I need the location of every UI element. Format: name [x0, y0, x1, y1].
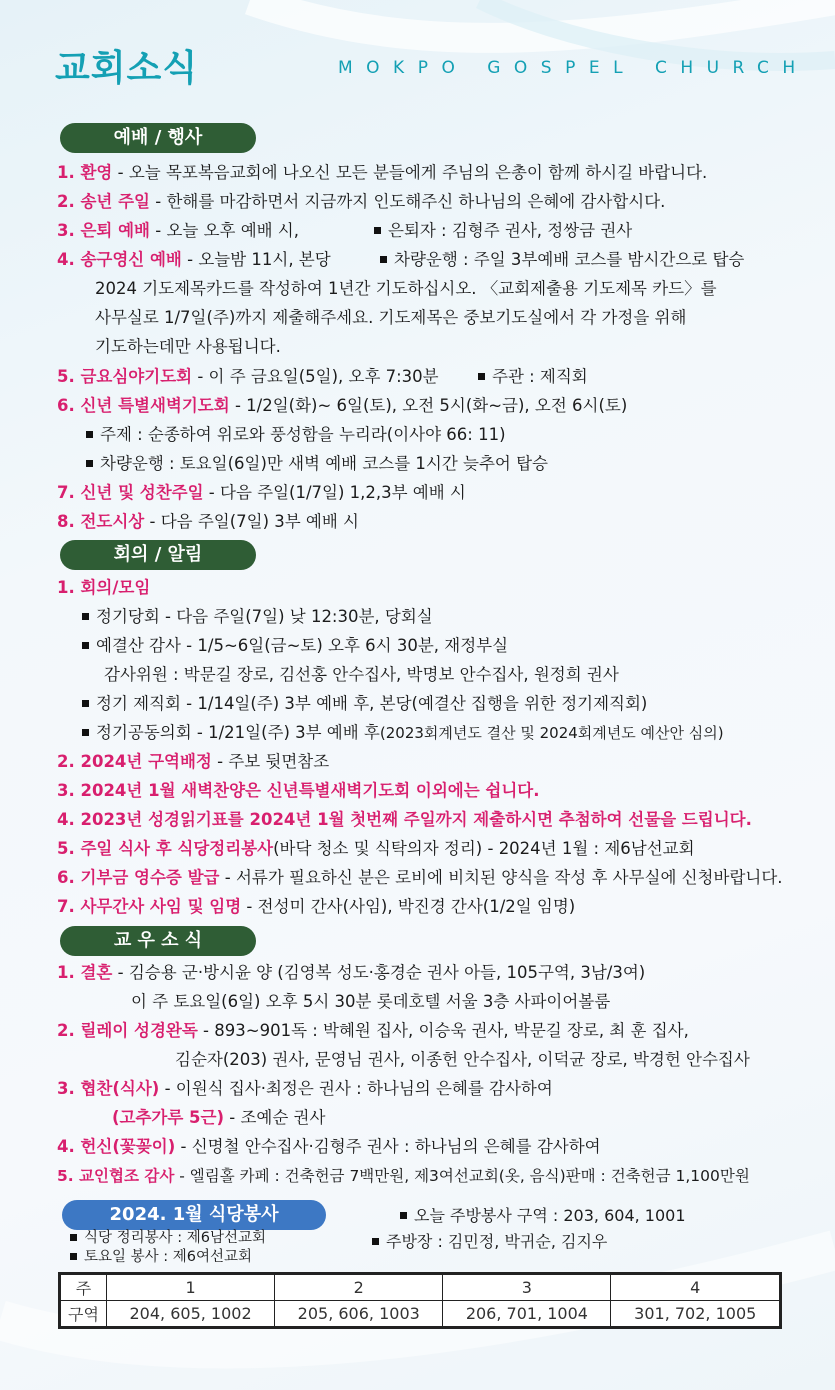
bullet-icon	[82, 729, 89, 736]
table-cell: 주	[60, 1274, 107, 1301]
table-cell: 206, 701, 1004	[443, 1301, 611, 1328]
table-cell: 4	[611, 1274, 781, 1301]
page-subtitle: MOKPO GOSPEL CHURCH	[338, 58, 809, 78]
bullet-icon	[70, 1234, 77, 1241]
list-item: 기도하는데만 사용됩니다.	[95, 337, 281, 356]
list-item-extra: 은퇴자 : 김형주 권사, 정쌍금 권사	[374, 220, 632, 242]
list-item: 4. 헌신(꽃꽂이) - 신명철 안수집사·김형주 권사 : 하나님의 은혜를 감사하여	[57, 1137, 601, 1156]
list-item: 8. 전도시상 - 다음 주일(7일) 3부 예배 시	[57, 512, 359, 531]
list-item: 7. 신년 및 성찬주일 - 다음 주일(1/7일) 1,2,3부 예배 시	[57, 483, 466, 502]
table-cell: 205, 606, 1003	[275, 1301, 443, 1328]
table-cell: 204, 605, 1002	[107, 1301, 275, 1328]
list-item: 김순자(203) 권사, 문영님 권사, 이종헌 안수집사, 이덕균 장로, 박경헌 안수집사	[175, 1050, 750, 1069]
list-item: 정기공동의회 - 1/21일(주) 3부 예배 후(2023회계년도 결산 및 2024회계년도 예산안 심의)	[82, 722, 724, 744]
list-item: 2024 기도제목카드를 작성하여 1년간 기도하십시오. 〈교회제출용 기도제목 카드〉를	[95, 279, 717, 298]
list-item-extra: 차량운행 : 주일 3부예배 코스를 밤시간으로 탑승	[380, 249, 744, 271]
service-left-item: 토요일 봉사 : 제6여선교회	[70, 1248, 252, 1266]
list-item: 1. 회의/모임	[57, 578, 151, 597]
service-right-item: 오늘 주방봉사 구역 : 203, 604, 1001	[400, 1205, 686, 1227]
bullet-icon	[82, 700, 89, 707]
section-heading-members: 교 우 소 식	[60, 926, 256, 956]
list-item: 예결산 감사 - 1/5~6일(금~토) 오후 6시 30분, 재정부실	[82, 635, 508, 657]
list-item: 1. 결혼 - 김승용 군·방시윤 양 (김영복 성도·홍경순 권사 아들, 105구역, 3남/3여)	[57, 963, 646, 982]
bullet-icon	[86, 460, 93, 467]
list-item: 3. 은퇴 예배 - 오늘 오후 예배 시,	[57, 221, 299, 240]
bullet-icon	[374, 227, 381, 234]
list-item: 4. 2023년 성경읽기표를 2024년 1월 첫번째 주일까지 제출하시면 추첨하여 선물을 드립니다.	[57, 810, 752, 829]
service-right-item: 주방장 : 김민정, 박귀순, 김지우	[372, 1231, 607, 1253]
section-heading-service: 2024. 1월 식당봉사	[62, 1200, 326, 1230]
list-item: 4. 송구영신 예배 - 오늘밤 11시, 본당	[57, 250, 331, 269]
section-heading-worship: 예배 / 행사	[60, 123, 256, 153]
table-row	[60, 1301, 781, 1328]
service-table	[58, 1272, 782, 1329]
bullet-icon	[82, 642, 89, 649]
list-item: 7. 사무간사 사임 및 임명 - 전성미 간사(사임), 박진경 간사(1/2일 임명)	[57, 897, 576, 916]
list-item: 3. 2024년 1월 새벽찬양은 신년특별새벽기도회 이외에는 쉽니다.	[57, 781, 540, 800]
list-item: 2. 2024년 구역배정 - 주보 뒷면참조	[57, 752, 330, 771]
bullet-icon	[380, 256, 387, 263]
list-item: 주제 : 순종하여 위로와 풍성함을 누리라(이사야 66: 11)	[86, 424, 506, 446]
table-row	[60, 1274, 781, 1301]
list-item: 사무실로 1/7일(주)까지 제출해주세요. 기도제목은 중보기도실에서 각 가정을 위해	[95, 308, 687, 327]
list-item: 정기당회 - 다음 주일(7일) 낮 12:30분, 당회실	[82, 606, 433, 628]
table-cell: 301, 702, 1005	[611, 1301, 781, 1328]
table-cell: 1	[107, 1274, 275, 1301]
list-item: 차량운행 : 토요일(6일)만 새벽 예배 코스를 1시간 늦추어 탑승	[86, 453, 548, 475]
list-item: 5. 주일 식사 후 식당정리봉사(바닥 청소 및 식탁의자 정리) - 2024년 1월 : 제6남선교회	[57, 839, 695, 858]
list-item: (고추가루 5근) - 조예순 권사	[112, 1108, 326, 1127]
list-item: 6. 신년 특별새벽기도회 - 1/2일(화)~ 6일(토), 오전 5시(화~금), 오전 6시(토)	[57, 396, 628, 415]
bullet-icon	[82, 613, 89, 620]
list-item: 2. 릴레이 성경완독 - 893~901독 : 박혜원 집사, 이승욱 권사, 박문길 장로, 최 훈 집사,	[57, 1021, 689, 1040]
bullet-icon	[478, 373, 485, 380]
list-item: 이 주 토요일(6일) 오후 5시 30분 롯데호텔 서울 3층 사파이어볼룸	[131, 992, 611, 1011]
table-cell: 구역	[60, 1301, 107, 1328]
list-item: 5. 교인협조 감사 - 엘림홀 카페 : 건축헌금 7백만원, 제3여선교회(옷, 음식)판매 : 건축헌금 1,100만원	[57, 1167, 750, 1185]
service-left-item: 식당 정리봉사 : 제6남선교회	[70, 1229, 266, 1247]
list-item-extra: 주관 : 제직회	[478, 366, 588, 388]
bullet-icon	[86, 431, 93, 438]
bullet-icon	[400, 1212, 407, 1219]
list-item: 6. 기부금 영수증 발급 - 서류가 필요하신 분은 로비에 비치된 양식을 작성 후 사무실에 신청바랍니다.	[57, 868, 783, 887]
list-item: 1. 환영 - 오늘 목포복음교회에 나오신 모든 분들에게 주님의 은총이 함께 하시길 바랍니다.	[57, 163, 708, 182]
list-item: 정기 제직회 - 1/14일(주) 3부 예배 후, 본당(예결산 집행을 위한 정기제직회)	[82, 693, 647, 715]
list-item: 감사위원 : 박문길 장로, 김선홍 안수집사, 박명보 안수집사, 원정희 권사	[104, 665, 619, 684]
list-item: 5. 금요심야기도회 - 이 주 금요일(5일), 오후 7:30분	[57, 367, 439, 386]
section-heading-meetings: 회의 / 알림	[60, 540, 256, 570]
table-cell: 2	[275, 1274, 443, 1301]
list-item: 2. 송년 주일 - 한해를 마감하면서 지금까지 인도해주신 하나님의 은혜에 감사합시다.	[57, 192, 666, 211]
table-cell: 3	[443, 1274, 611, 1301]
page-title: 교회소식	[55, 48, 199, 89]
list-item: 3. 협찬(식사) - 이원식 집사·최정은 권사 : 하나님의 은혜를 감사하여	[57, 1079, 553, 1098]
bullet-icon	[70, 1253, 77, 1260]
bullet-icon	[372, 1238, 379, 1245]
